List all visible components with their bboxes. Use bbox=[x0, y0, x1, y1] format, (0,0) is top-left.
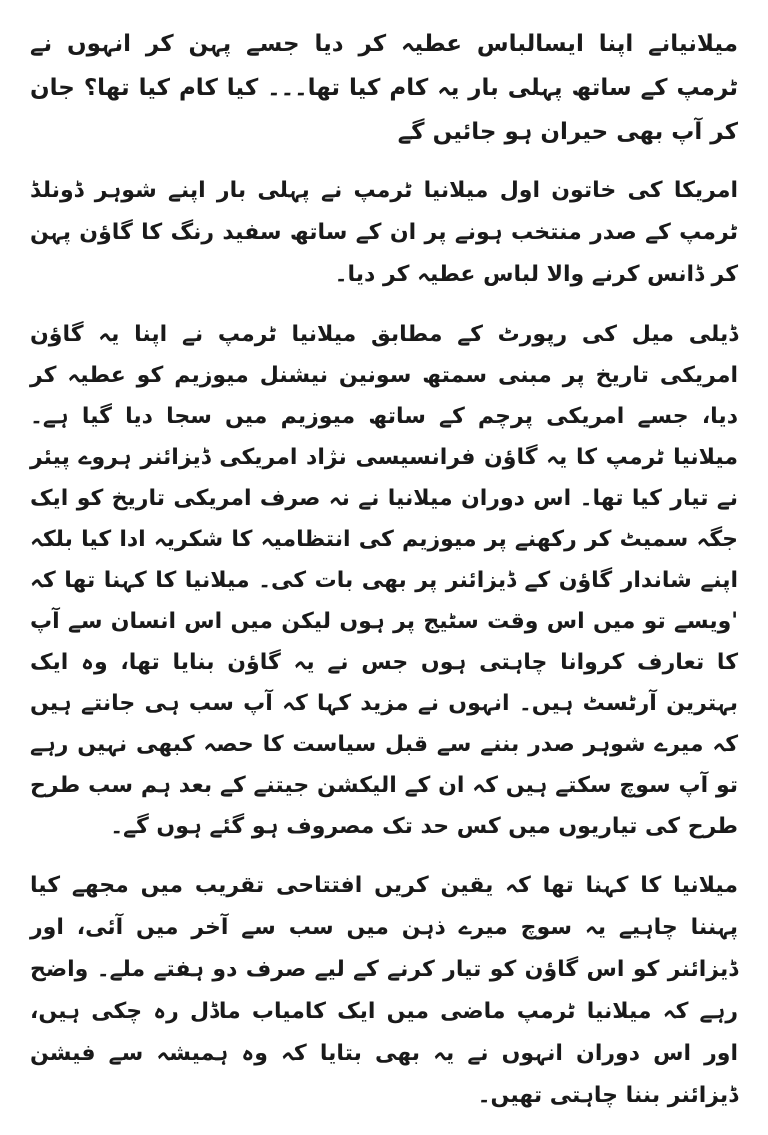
article-paragraph-2: ڈیلی میل کی رپورٹ کے مطابق میلانیا ٹرمپ نے اپنا یہ گاؤن امریکی تاریخ پر مبنی سمتھ سونین نیشنل میوزیم کو عطیہ کر دیا، جسے امریکی پرچم کے ساتھ میوزیم میں سجا دیا گیا ہے۔ میلانیا ٹرمپ کا یہ گاؤن فرانسیسی نژاد امریکی ڈیزائنر ہروے پیئر نے تیار کیا تھا۔ اس دوران میلانیا نے نہ صرف امریکی تاریخ کو ایک جگہ سمیٹ کر رکھنے پر میوزیم کی انتظامیہ کا شکریہ ادا کیا بلکہ اپنے شاندار گاؤن کے ڈیزائنر پر بھی بات کی۔ میلانیا کا کہنا تھا کہ 'ویسے تو میں اس وقت سٹیج پر ہوں لیکن میں اس انسان سے آپ کا تعارف کروانا چاہتی ہوں جس نے یہ گاؤن بنایا تھا، وہ ایک بہترین آرٹسٹ ہیں۔ انہوں نے مزید کہا کہ آپ سب ہی جانتے ہیں کہ میرے شوہر صدر بننے سے قبل سیاست کا حصہ کبھی نہیں رہے تو آپ سوچ سکتے ہیں کہ ان کے الیکشن جیتنے کے بعد ہم سب طرح طرح کی تیاریوں میں کس حد تک مصروف ہو گئے ہوں گے۔ bbox=[30, 322, 738, 839]
article-paragraph-1: امریکا کی خاتون اول میلانیا ٹرمپ نے پہلی بار اپنے شوہر ڈونلڈ ٹرمپ کے صدر منتخب ہونے پر ان کے ساتھ سفید رنگ کا گاؤن پہن کر ڈانس کرنے والا لباس عطیہ کر دیا۔ bbox=[30, 178, 738, 287]
article-paragraph-3: میلانیا کا کہنا تھا کہ یقین کریں افتتاحی تقریب میں مجھے کیا پہننا چاہیے یہ سوچ میرے ذہن میں سب سے آخر میں آئی، اور ڈیزائنر کو اس گاؤن کو تیار کرنے کے لیے صرف دو ہفتے ملے۔ واضح رہے کہ میلانیا ٹرمپ ماضی میں ایک کامیاب ماڈل رہ چکی ہیں، اور اس دوران انہوں نے یہ بھی بتایا کہ وہ ہمیشہ سے فیشن ڈیزائنر بننا چاہتی تھیں۔ bbox=[30, 873, 738, 1108]
article-headline: میلانیانے اپنا ایسالباس عطیہ کر دیا جسے پہن کر انہوں نے ٹرمپ کے ساتھ پہلی بار یہ کام کیا تھا۔۔۔ کیا کام کیا تھا؟ جان کر آپ بھی حیران ہو جائیں گے bbox=[30, 31, 738, 145]
article bbox=[30, 22, 738, 1135]
